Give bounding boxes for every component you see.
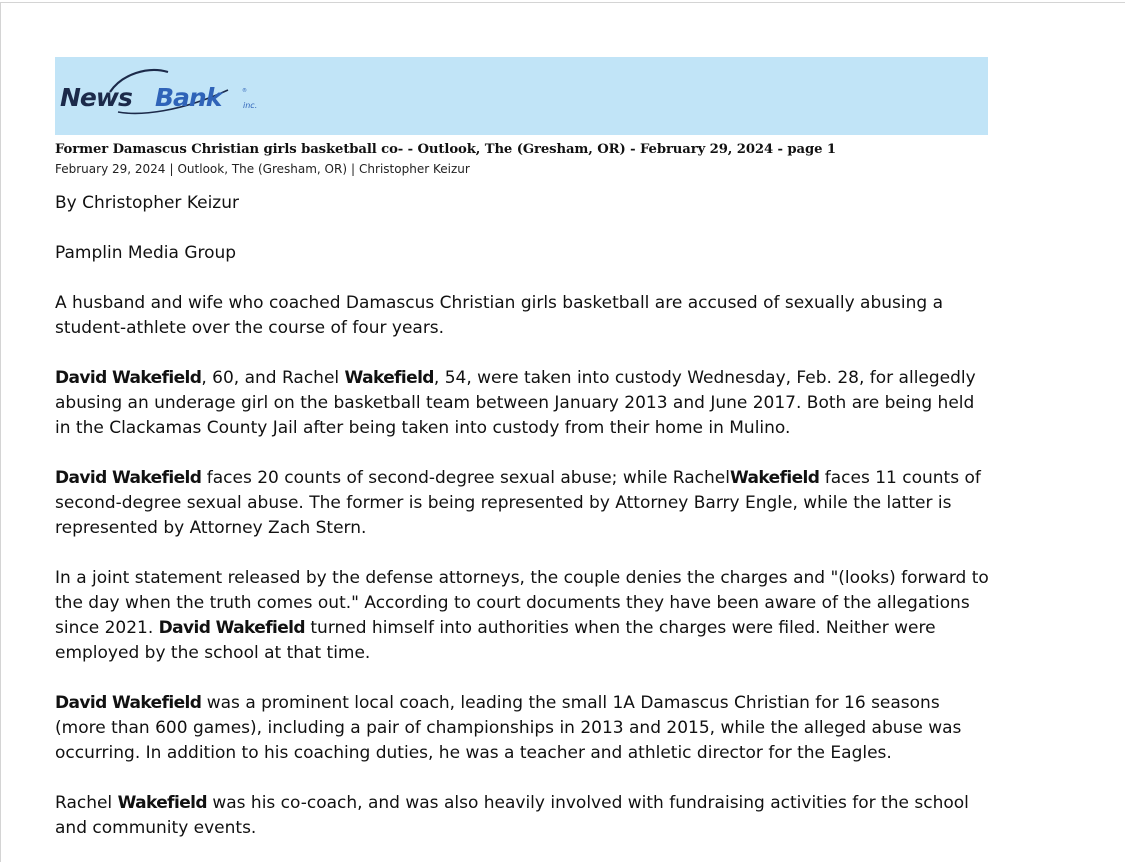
article-headline: Former Damascus Christian girls basketball co- - Outlook, The (Gresham, OR) - February 29, 2024 - page 1: [55, 142, 836, 157]
article-paragraph-6: [55, 791, 990, 841]
highlight-name: Wakefield: [729, 468, 820, 488]
highlight-name: David Wakefield: [158, 618, 305, 638]
paragraph-text: Rachel: [55, 793, 118, 813]
highlight-name: David Wakefield: [55, 693, 202, 713]
article-paragraph-2: [55, 366, 990, 441]
article-paragraph-5: [55, 691, 990, 766]
article-organization: Pamplin Media Group: [55, 243, 237, 263]
newsbank-logo: [60, 68, 275, 120]
highlight-name: Wakefield: [344, 368, 434, 388]
paragraph-text: , 54, were taken into custody Wednesday, Feb. 28, for allegedly abusing an underage girl on the basketball team between January 2013 and June 2017. Both are being held in the Clackamas County Jail after being taken into custody from their home in Mulino.: [55, 368, 976, 438]
article-byline: By Christopher Keizur: [55, 193, 239, 213]
paragraph-text: faces 11 counts of second-degree sexual abuse. The former is being represented by Attorney Barry Engle, while the latter is represented by Attorney Zach Stern.: [55, 468, 981, 538]
svg-text:inc.: inc.: [243, 101, 258, 110]
article-paragraph-3: [55, 466, 990, 541]
meta-date: February 29, 2024: [55, 162, 166, 176]
article-body: [55, 191, 990, 841]
meta-source: Outlook, The (Gresham, OR): [177, 162, 347, 176]
meta-separator: |: [169, 162, 174, 176]
highlight-name: David Wakefield: [55, 468, 202, 488]
paragraph-text: faces 20 counts of second-degree sexual abuse; while Rachel: [201, 468, 730, 488]
document-content: [55, 57, 988, 866]
meta-separator: |: [351, 162, 356, 176]
paragraph-text: , 60, and Rachel: [201, 368, 345, 388]
svg-text:Bank: Bank: [155, 83, 222, 112]
svg-text:News: News: [60, 83, 132, 112]
paragraph-text: was his co-coach, and was also heavily involved with fundraising activities for the school and community events.: [55, 793, 969, 838]
article-paragraph-1: A husband and wife who coached Damascus Christian girls basketball are accused of sexually abusing a student-athlete over the course of four years.: [55, 293, 944, 338]
svg-text:®: ®: [242, 88, 247, 94]
paragraph-text: turned himself into authorities when the charges were filed. Neither were employed by the school at that time.: [55, 618, 936, 663]
highlight-name: Wakefield: [117, 793, 207, 813]
newsbank-banner: [55, 57, 988, 135]
highlight-name: David Wakefield: [55, 368, 202, 388]
article-meta: [55, 160, 988, 178]
paragraph-text: In a joint statement released by the defense attorneys, the couple denies the charges and "(looks) forward to the day when the truth comes out." According to court documents they have been aware of the allegations since 2021.: [55, 568, 989, 638]
meta-author: Christopher Keizur: [359, 162, 470, 176]
article-paragraph-4: [55, 566, 990, 666]
paragraph-text: was a prominent local coach, leading the small 1A Damascus Christian for 16 seasons (more than 600 games), including a pair of championships in 2013 and 2015, while the alleged abuse was occurring. In addition to his coaching duties, he was a teacher and athletic director for the Eagles.: [55, 693, 962, 763]
